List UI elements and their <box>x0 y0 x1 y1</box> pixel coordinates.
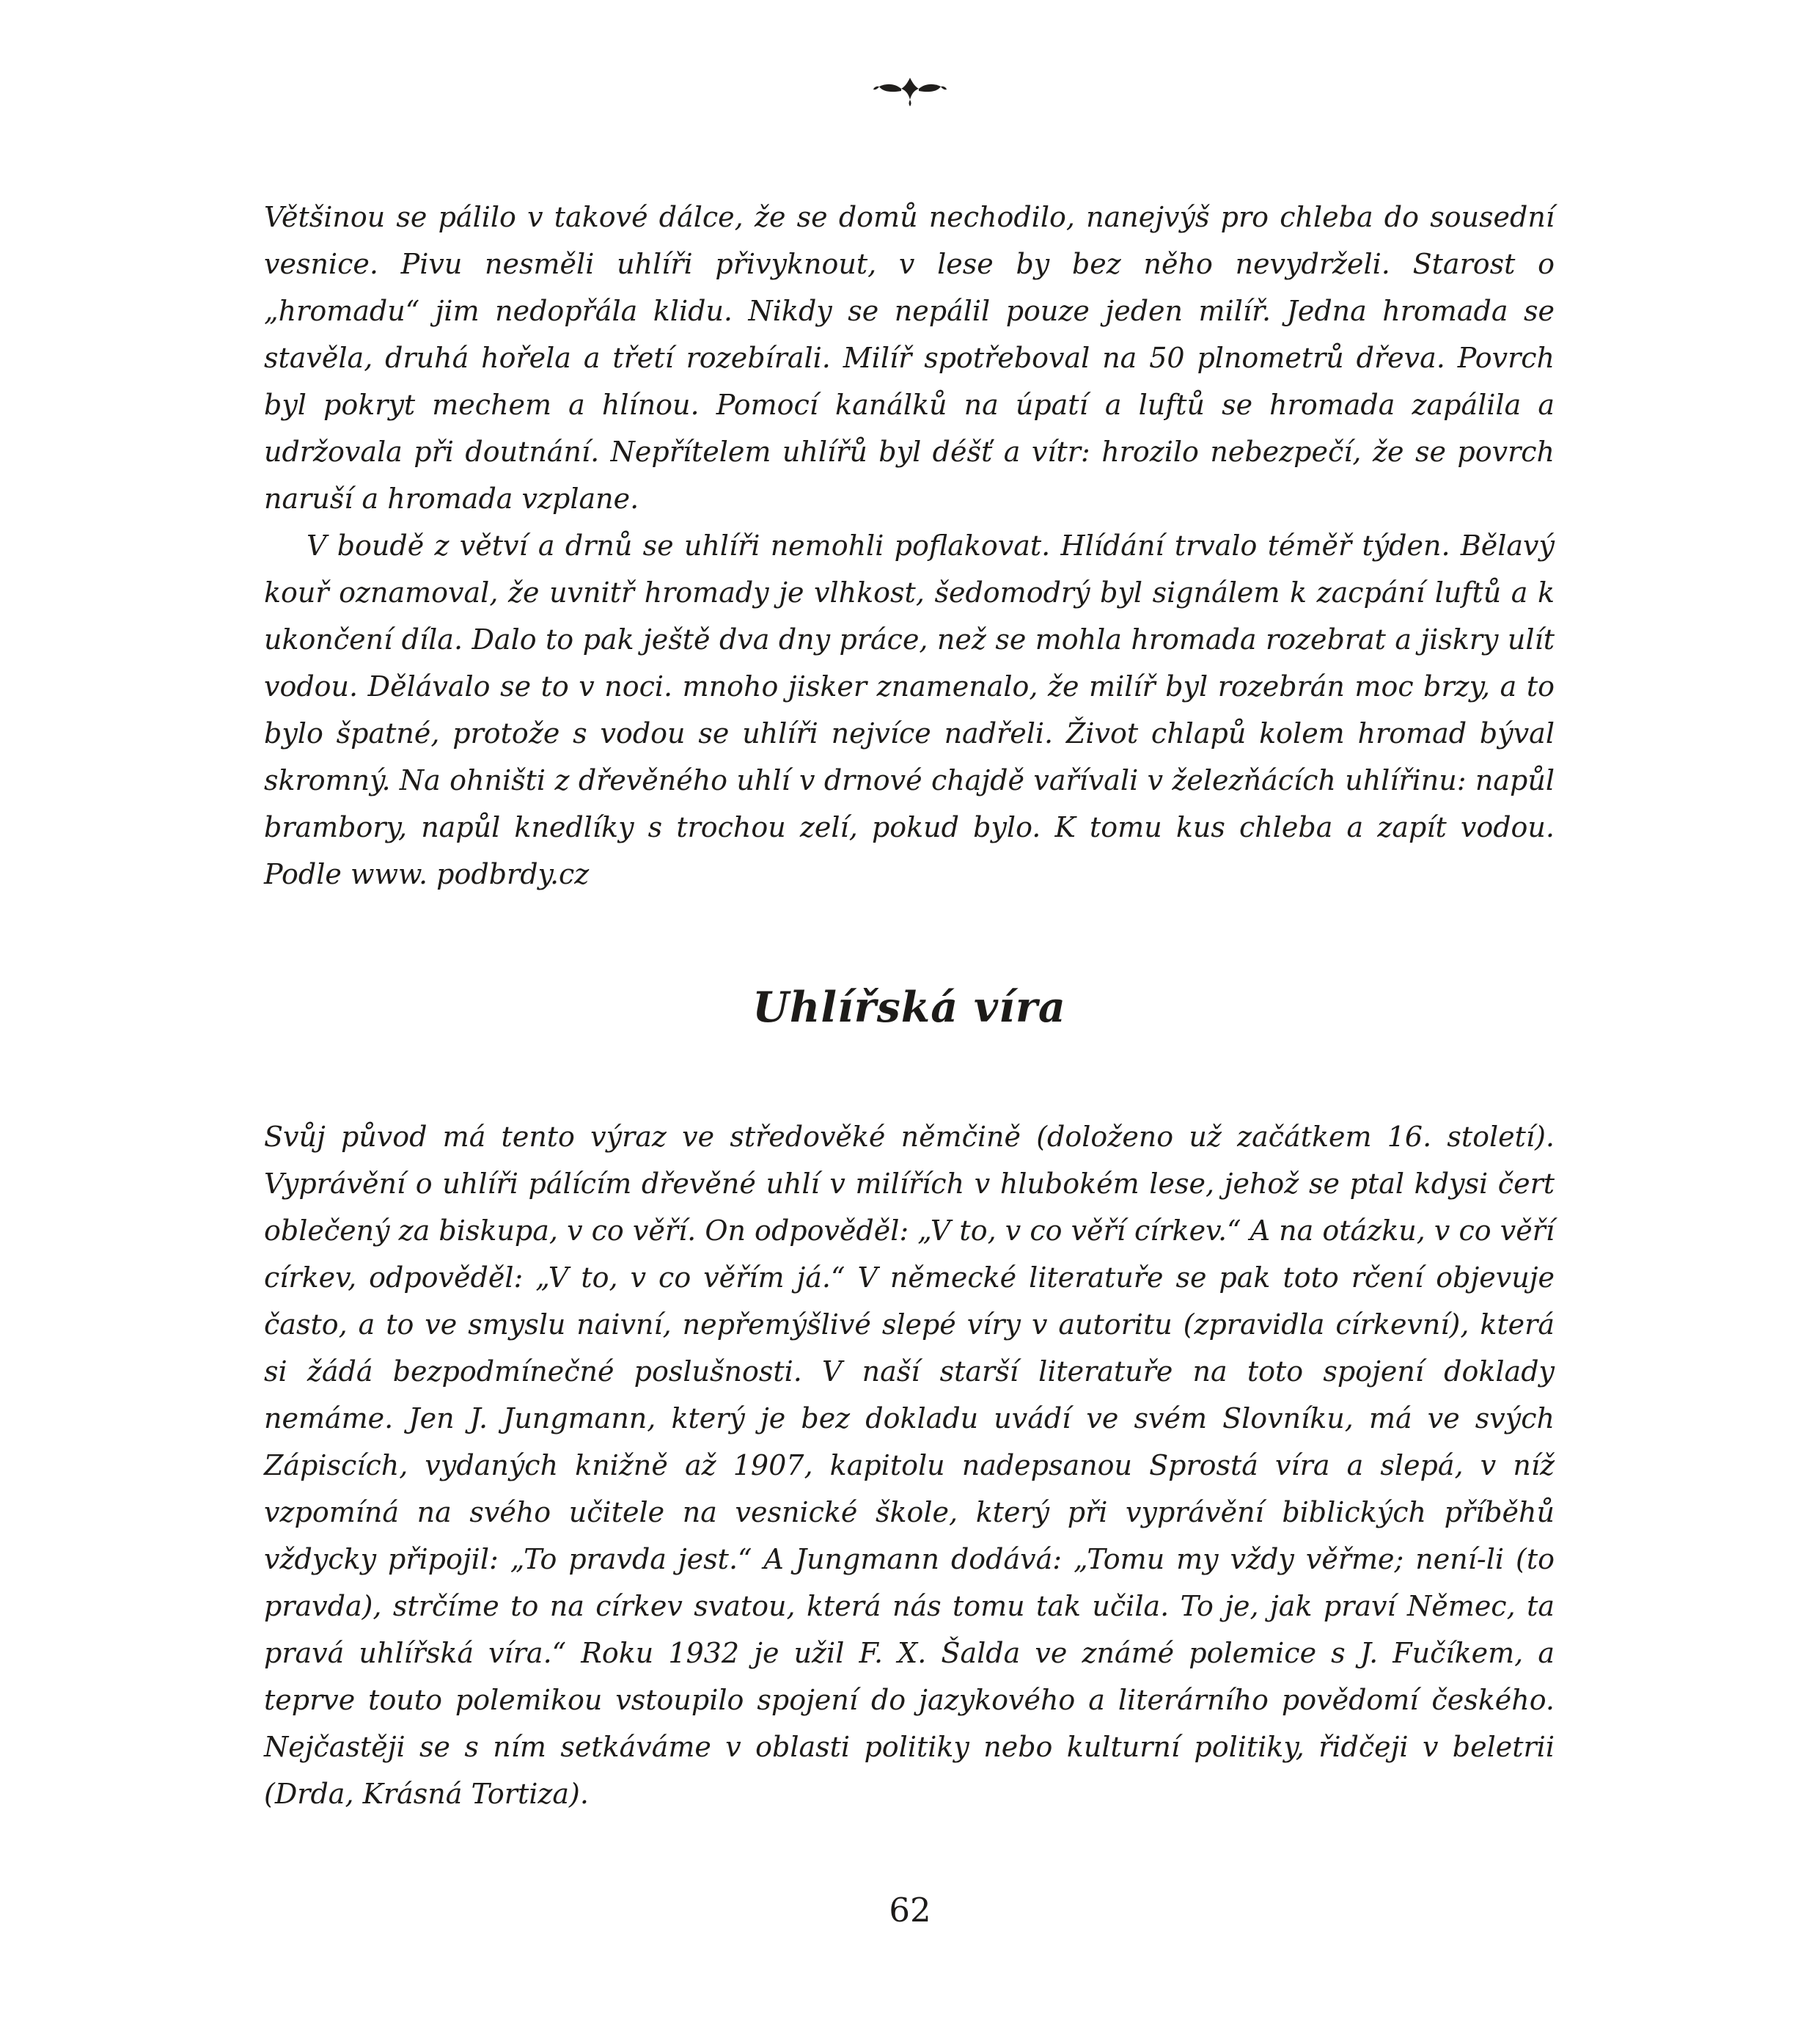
paragraph-uhlirska-vira: Svůj původ má tento výraz ve středověké němčině (doloženo už začátkem 16. století). Vyprávění o uhlíři pálícím dřevěné uhlí v milířích v hlubokém lese, jehož se ptal kdysi čert oblečený za biskupa, v co věří. On odpověděl: „V to, v co věří církev.“ A na otázku, v co věří církev, odpověděl: „V to, v co věřím já.“ V německé literatuře se pak toto rčení objevuje často, a to ve smyslu naivní, nepřemýšlivé slepé víry v autoritu (zpravidla církevní), která si žádá bezpodmínečné poslušnosti. V naší starší literatuře na toto spojení doklady nemáme. Jen J. Jungmann, který je bez dokladu uvádí ve svém Slovníku, má ve svých Zápiscích, vydaných knižně až 1907, kapitolu nadepsanou Sprostá víra a slepá, v níž vzpomíná na svého učitele na vesnické škole, který při vyprávění biblických příběhů vždycky připojil: „To pravda jest.“ A Jungmann dodává: „Tomu my vždy věřme; není-li (to pravda), strčíme to na církev svatou, která nás tomu tak učila. To je, jak praví Němec, ta pravá uhlířská víra.“ Roku 1932 je užil F. X. Šalda ve známé polemice s J. Fučíkem, a teprve touto polemikou vstoupilo spojení do jazykového a literárního povědomí českého. Nejčastěji se s ním setkáváme v oblasti politiky nebo kulturní politiky, řidčeji v beletrii (Drda, Krásná Tortiza). <box>264 1121 1555 1811</box>
text-block <box>264 194 1555 1817</box>
ornament-container <box>0 76 1820 107</box>
section-heading: Uhlířská víra <box>752 983 1066 1032</box>
page-number: 62 <box>889 1891 931 1930</box>
paragraph-charcoal-pile-2: V boudě z větví a drnů se uhlíři nemohli poflakovat. Hlídání trvalo téměř týden. Bělavý kouř oznamoval, že uvnitř hromady je vlhkost, šedomodrý byl signálem k zacpání luftů a k ukončení díla. Dalo to pak ještě dva dny práce, než se mohla hromada rozebrat a jiskry ulít vodou. Dělávalo se to v noci. mnoho jisker znamenalo, že milíř byl rozebrán moc brzy, a to bylo špatné, protože s vodou se uhlíři nejvíce nadřeli. Život chlapů kolem hromad býval skromný. Na ohništi z dřevěného uhlí v drnové chajdě vařívali v železňácích uhlířinu: napůl brambory, napůl knedlíky s trochou zelí, pokud bylo. K tomu kus chleba a zapít vodou. Podle www. podbrdy.cz <box>264 530 1555 890</box>
paragraph-charcoal-pile-1: Většinou se pálilo v takové dálce, že se domů nechodilo, nanejvýš pro chleba do sousední vesnice. Pivu nesměli uhlíři přivyknout, v lese by bez něho nevydrželi. Starost o „hromadu“ jim nedopřála klidu. Nikdy se nepálil pouze jeden milíř. Jedna hromada se stavěla, druhá hořela a třetí rozebírali. Milíř spotřeboval na 50 plnometrů dřeva. Povrch byl pokryt mechem a hlínou. Pomocí kanálků na úpatí a luftů se hromada zapálila a udržovala při doutnání. Nepřítelem uhlířů byl déšť a vítr: hrozilo nebezpečí, že se povrch naruší a hromada vzplane. <box>264 201 1555 515</box>
fleuron-icon <box>870 76 950 107</box>
